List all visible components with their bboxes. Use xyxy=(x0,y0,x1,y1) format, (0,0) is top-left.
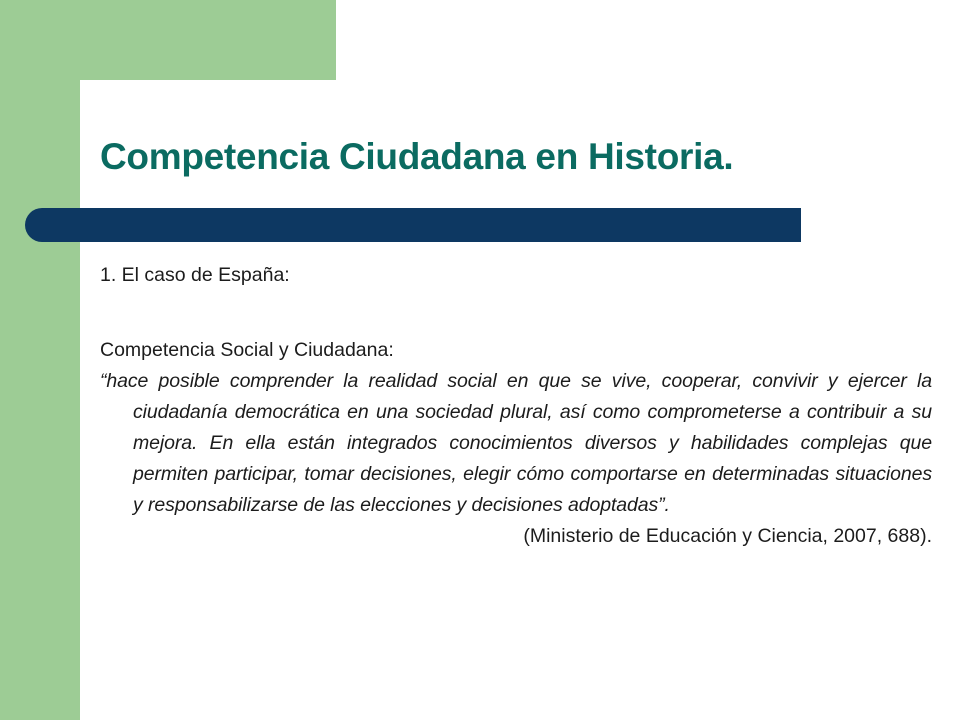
section-heading: 1. El caso de España: xyxy=(100,264,290,286)
definition-quote: “hace posible comprender la realidad social en que se vive, cooperar, convivir y ejercer la ciudadanía democrática en una sociedad plural, así como comprometerse a contribuir a su mejora. En ella están integrados conocimientos diversos y habilidades complejas que permiten participar, tomar decisiones, elegir cómo comportarse en determinadas situaciones y responsabilizarse de las elecciones y decisiones adoptadas”. xyxy=(100,370,932,516)
subheading: Competencia Social y Ciudadana: xyxy=(100,339,394,361)
slide-title: Competencia Ciudadana en Historia. xyxy=(100,136,734,177)
title-underline-bar xyxy=(25,208,801,242)
slide-body xyxy=(100,260,932,552)
spacer xyxy=(100,291,932,335)
citation: (Ministerio de Educación y Ciencia, 2007, 688). xyxy=(523,525,932,547)
left-green-band xyxy=(0,0,80,720)
top-green-band xyxy=(0,0,336,80)
